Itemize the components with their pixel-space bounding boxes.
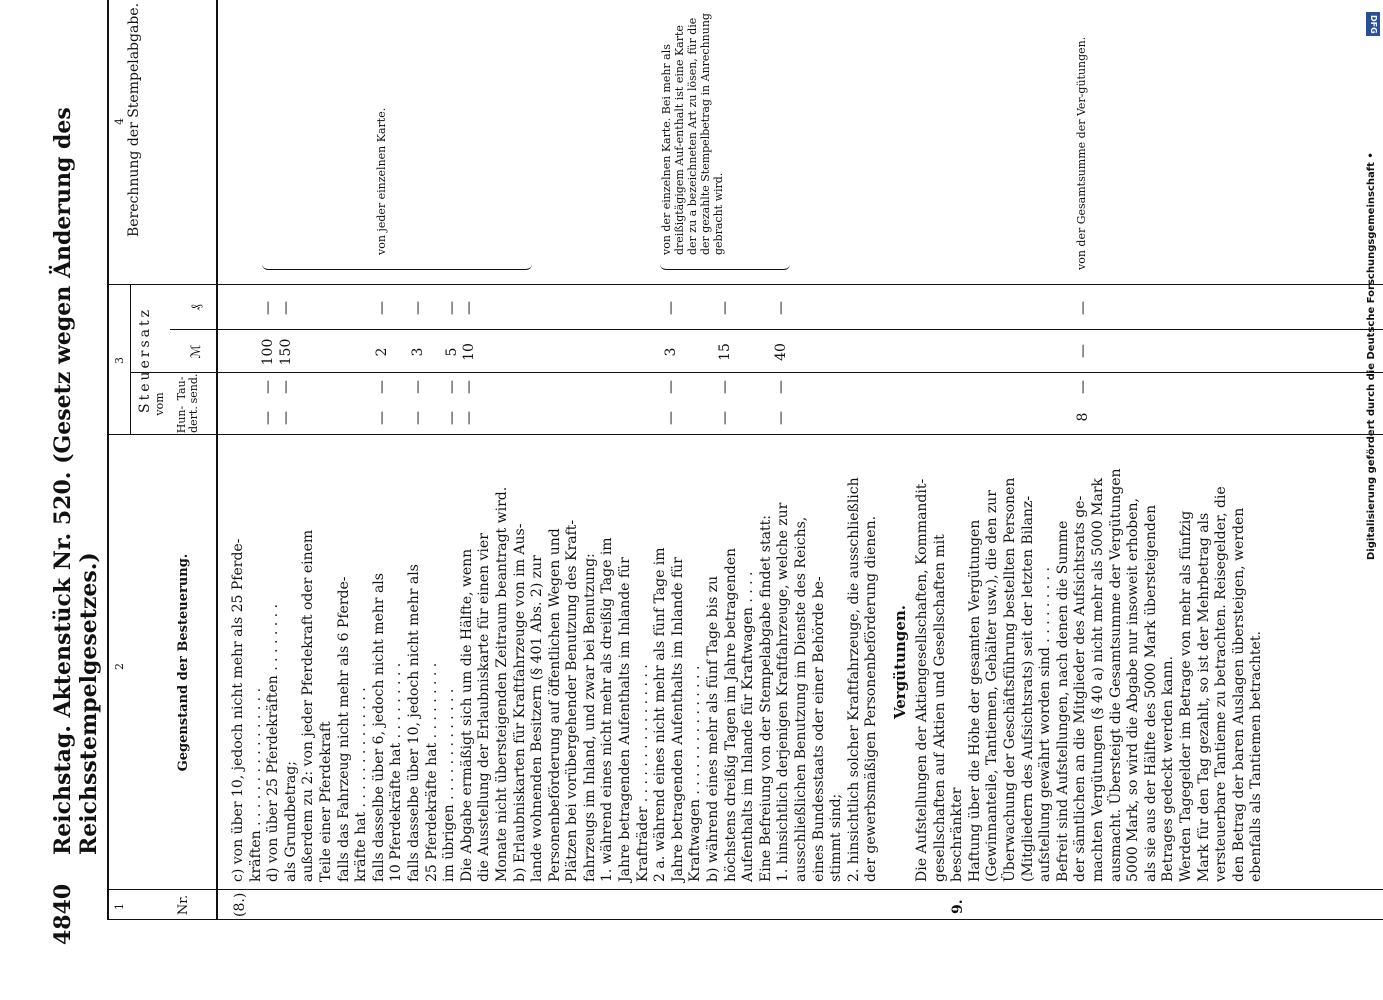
dash-mark: — <box>444 411 460 425</box>
value-mark: 40 <box>773 343 789 361</box>
col3-tausend: Tau-send. <box>175 373 201 404</box>
text-line: ausmacht. Übersteigt die Gesamtsumme der Vergütungen <box>1107 468 1124 882</box>
text-line: b) während eines mehr als fünf Tage bis zu <box>705 575 722 882</box>
dash-mark: — <box>260 380 276 394</box>
col-number-2: 2 <box>113 663 126 670</box>
text-line: höchstens dreißig Tagen im Jahre betragenden <box>722 547 739 882</box>
row-number-8: (8.) <box>232 892 248 917</box>
note-3: von der Gesamtsumme der Ver-gütungen. <box>1075 36 1088 270</box>
dash-mark: — <box>461 380 477 394</box>
brace-1 <box>262 263 532 270</box>
text-line: Befreit sind Aufstellungen, nach denen die Summe <box>1054 520 1071 882</box>
dash-mark: — <box>461 411 477 425</box>
dash-mark: — <box>374 411 390 425</box>
dash-mark: — <box>410 380 426 394</box>
dash-mark: — <box>461 301 477 315</box>
text-line: Die Aufstellungen der Aktiengesellschaften, Kommandit- <box>914 478 930 882</box>
text-line: machten Vergütungen (§ 40 a) nicht mehr als 5000 Mark <box>1089 478 1106 882</box>
text-line: 25 Pferdekräfte hat . . . . . . . . . <box>423 662 440 882</box>
text-line: Jahre betragenden Aufenthalts im Inlande für <box>617 557 634 882</box>
text-line: kräfte hat . . . . . . . . . . . . . . <box>353 687 370 882</box>
text-line: Krafträder . . . . . . . . . . . . . . . . <box>634 664 651 882</box>
dash-mark: — <box>278 411 294 425</box>
text-line: Die Abgabe ermäßigt sich um die Hälfte, wenn <box>458 548 475 882</box>
dash-mark: — <box>773 411 789 425</box>
dash-mark: — <box>278 380 294 394</box>
note-1: von jeder einzelnen Karte. <box>375 107 388 255</box>
col-number-4: 4 <box>113 118 126 125</box>
text-line: den Betrag der baren Auslagen übersteigen, werden <box>1230 507 1247 882</box>
text-line: 1. während eines nicht mehr als dreißig Tage im <box>599 537 616 882</box>
value-mark: 5 <box>444 347 460 357</box>
text-line: Aufenthalts im Inlande für Kraftwagen . . . . <box>740 571 757 882</box>
text-line: 10 Pferdekräfte hat . . . . . . . . . <box>388 662 405 882</box>
text-line: versteuerbare Tantieme zu betrachten. Reisegelder, die <box>1213 486 1230 882</box>
text-line: falls dasselbe über 10, jedoch nicht mehr als <box>405 564 422 882</box>
col3-hundert: Hun-dert. <box>175 405 201 434</box>
text-line: b) Erlaubniskarten für Kraftfahrzeuge von im Aus- <box>511 523 528 882</box>
col3-vom: vom <box>153 392 166 416</box>
note-2: von der einzelnen Karte. Bei mehr als dreißigtägigem Auf-enthalt ist eine Karte der zu a bezeichneten Art zu lösen, für die der gezahlte Stempelbetrag in Anrechnung gebracht wird. <box>660 13 725 255</box>
value-mark: 2 <box>374 347 390 357</box>
text-line: Jahre betragenden Aufenthalts im Inlande für <box>669 557 686 882</box>
section-title: Vergütungen. <box>891 605 909 720</box>
text-line: Mark für den Tag gezahlt, so ist der Mehrbetrag als <box>1195 512 1212 882</box>
text-line: Plätzen bei vorübergehender Benutzung des Kraft- <box>564 519 581 882</box>
dash-mark: — <box>444 380 460 394</box>
col3-mark: ℳ <box>189 344 204 359</box>
text-line: 1. hinsichtlich derjenigen Kraftfahrzeuge, welche zur <box>775 502 792 882</box>
dash-mark: — <box>717 301 733 315</box>
dash-mark: — <box>717 380 733 394</box>
text-line: stimmt sind; <box>828 793 845 882</box>
text-line: ausschließlichen Benutzung im Dienste des Reichs, <box>793 516 809 882</box>
dfg-credit: Digitalisierung gefördert durch die Deutsche Forschungsgemeinschaft • <box>1366 152 1377 560</box>
text-line: die Ausstellung der Erlaubniskarte für einen vier <box>476 533 493 882</box>
dash-mark: — <box>278 301 294 315</box>
col-divider-3 <box>107 434 1383 435</box>
value-mark: 10 <box>461 343 477 361</box>
dash-mark: — <box>444 301 460 315</box>
col-divider-4 <box>107 284 1383 285</box>
text-line: c) von über 10, jedoch nicht mehr als 25 Pferde- <box>230 538 246 882</box>
dash-mark: — <box>410 411 426 425</box>
text-line: (Mitgliedern des Aufsichtsrats) seit der letzten Bilanz- <box>1019 495 1036 882</box>
value-mark: 150 <box>278 338 294 366</box>
text-line: der gewerbsmäßigen Personenbeförderung dienen. <box>863 515 880 882</box>
col-number-1: 1 <box>113 903 126 910</box>
dash-mark: — <box>374 301 390 315</box>
col-divider-3a <box>130 372 1383 373</box>
page-title: Reichstag. Aktenstück Nr. 520. (Gesetz wegen Änderung des Reichsstempelgesetzes.) <box>50 107 102 855</box>
text-line: der sämtlichen an die Mitglieder des Aufsichtsrats ge- <box>1072 495 1089 882</box>
value-mark: 3 <box>410 347 426 357</box>
value-mark: 3 <box>663 347 679 357</box>
text-line: lande wohnenden Besitzern (§ 401 Abs. 2) zur <box>529 555 546 882</box>
col3-heading: Steuersatz <box>137 306 153 414</box>
text-line: im übrigen . . . . . . . . . . . . . <box>441 688 458 882</box>
text-line: ebenfalls als Tantiemen betrachtet. <box>1248 631 1265 882</box>
dash-mark: — <box>260 411 276 425</box>
text-line: aufstellung gewährt worden sind . . . . . . . . . <box>1037 567 1054 882</box>
text-line: Eine Befreiung von der Stempelabgabe findet statt: <box>757 515 774 882</box>
dash-mark: — <box>1075 344 1091 358</box>
text-line: Haftung über die Höhe der gesamten Vergütungen <box>966 519 983 882</box>
value-mark: 100 <box>260 338 276 366</box>
text-line: als sie aus der Hälfte des 5000 Mark übersteigenden <box>1142 504 1159 882</box>
col2-heading: Gegenstand der Besteuerung. <box>176 553 191 772</box>
text-line: falls das Fahrzeug nicht mehr als 6 Pferde- <box>335 576 352 882</box>
text-line: 2 a. während eines nicht mehr als fünf Tage im <box>652 547 669 882</box>
text-line: außerdem zu 2: von jeder Pferdekraft oder einem <box>300 529 317 882</box>
dash-mark: — <box>410 301 426 315</box>
page-header <box>50 45 102 945</box>
col1-heading: Nr. <box>176 894 191 916</box>
text-block-1 <box>230 442 881 882</box>
text-line: kräften . . . . . . . . . . . . . . . . <box>247 687 264 882</box>
col-divider-1 <box>107 919 1383 920</box>
dash-mark: — <box>1075 380 1091 394</box>
dash-mark: — <box>260 301 276 315</box>
text-line: gesellschaften auf Aktien und Gesellschaften mit beschränkter <box>931 534 966 882</box>
text-line: Betrages gedeckt werden kann. <box>1160 655 1177 882</box>
text-line: Überwachung der Geschäftsführung bestellten Personen <box>1001 477 1018 882</box>
dash-mark: — <box>663 380 679 394</box>
text-line: 5000 Mark, so wird die Abgabe nur insoweit erhoben, <box>1125 498 1142 882</box>
dfg-logo: DFG <box>1366 12 1380 36</box>
text-line: d) von über 25 Pferdekräften . . . . . . . . <box>265 603 282 882</box>
col-divider-2 <box>107 889 1383 890</box>
dash-mark: — <box>773 301 789 315</box>
col3-subrule <box>130 285 131 435</box>
text-line: Monate nicht übersteigenden Zeitraum beantragt wird. <box>493 486 510 882</box>
dash-mark: — <box>773 380 789 394</box>
text-line: als Grundbetrag; <box>282 761 299 882</box>
value-mark: 15 <box>717 343 733 361</box>
text-line: (Gewinnanteile, Tantiemen, Gehälter usw.), die den zur <box>984 490 1001 882</box>
page-number: 4840 <box>50 883 76 945</box>
text-block-2 <box>914 442 1266 882</box>
col4-heading: Berechnung der Stempelabgabe. <box>126 2 142 238</box>
table-top-rule <box>107 0 109 920</box>
text-line: 2. hinsichtlich solcher Kraftfahrzeuge, die ausschließlich <box>845 477 862 882</box>
col3-pf: ₰ <box>189 304 204 311</box>
text-line: eines Bundesstaats oder einer Behörde be- <box>810 576 827 882</box>
dash-mark: — <box>717 411 733 425</box>
table-header-rule <box>216 0 218 920</box>
value-hundert: 8 <box>1075 412 1091 422</box>
brace-2 <box>660 263 790 270</box>
row-number-9: 9. <box>950 899 966 914</box>
dash-mark: — <box>663 301 679 315</box>
dash-mark: — <box>663 411 679 425</box>
dash-mark: — <box>374 380 390 394</box>
dash-mark: — <box>1075 301 1091 315</box>
text-line: Personenbeförderung auf öffentlichen Wegen und <box>546 528 563 882</box>
col-number-3: 3 <box>113 357 126 364</box>
text-line: Teile einer Pferdekraft <box>317 721 334 882</box>
text-line: Werden Tagegelder im Betrage von mehr als fünfzig <box>1177 510 1194 882</box>
text-line: falls dasselbe über 6, jedoch nicht mehr als <box>370 573 387 882</box>
text-line: Kraftwagen . . . . . . . . . . . . . . . <box>687 665 704 882</box>
text-line: fahrzeugs im Inland, und zwar bei Benutzung: <box>581 553 598 882</box>
